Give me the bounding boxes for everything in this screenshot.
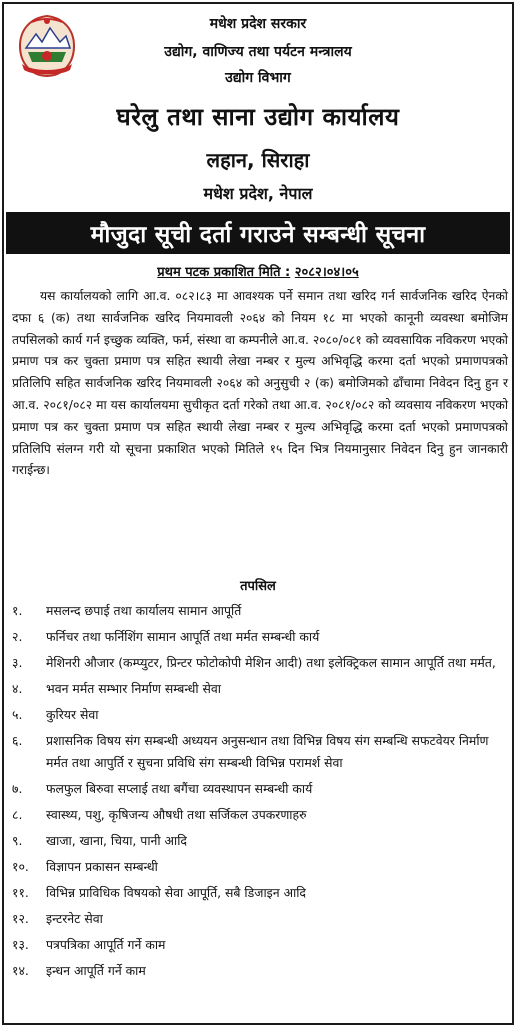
- ministry-name: उद्योग, वाणिज्य तथा पर्यटन मन्त्रालय: [164, 44, 352, 60]
- list-item: [12, 678, 508, 700]
- list-item: [12, 934, 508, 956]
- item-text: भवन मर्मत सम्भार निर्माण सम्बन्धी सेवा: [46, 681, 222, 696]
- item-number: १०.: [12, 859, 29, 874]
- department-name: उद्योग विभाग: [225, 70, 291, 86]
- list-item: [12, 804, 508, 826]
- item-number: १२.: [12, 911, 29, 926]
- province-name: मधेश प्रदेश, नेपाल: [203, 184, 313, 203]
- notice-page: [2, 2, 514, 1025]
- item-text: स्वास्थ्य, पशु, कृषिजन्य औषधी तथा सर्जिकल उपकरणाहरु: [46, 807, 307, 822]
- list-item: [12, 730, 508, 774]
- government-name: मधेश प्रदेश सरकार: [209, 16, 307, 32]
- list-item: [12, 882, 508, 904]
- item-text: विभिन्न प्राविधिक विषयको सेवा आपूर्ति, सबै डिजाइन आदि: [46, 885, 307, 900]
- list-item: [12, 908, 508, 930]
- list-item: [12, 856, 508, 878]
- item-number: ६.: [12, 733, 23, 748]
- item-text: कुरियर सेवा: [46, 707, 99, 722]
- item-number: ५.: [12, 707, 23, 722]
- item-text: फर्निचर तथा फर्निशिंग सामान आपूर्ति तथा मर्मत सम्बन्धी कार्य: [46, 629, 320, 644]
- office-location: लहान, सिराहा: [206, 148, 310, 172]
- item-text: प्रशासनिक विषय संग सम्बन्धी अध्ययन अनुसन्धान तथा विभिन्न विषय संग सम्बन्धि सफटवेयर निर्माण मर्मत तथा आपुर्ति र सुचना प्रविधि संग सम्बन्धी विभिन्न परामर्श सेवा: [46, 733, 489, 770]
- item-number: १४.: [12, 963, 29, 978]
- list-item: [12, 600, 508, 622]
- item-text: इन्टरनेट सेवा: [46, 911, 103, 926]
- item-number: ४.: [12, 681, 23, 696]
- item-text: विज्ञापन प्रकासन सम्बन्धी: [46, 859, 158, 874]
- item-number: ८.: [12, 807, 23, 822]
- list-item: [12, 830, 508, 852]
- item-text: इन्धन आपूर्ति गर्ने काम: [46, 963, 146, 978]
- item-number: ९.: [12, 833, 23, 848]
- publish-date-label: प्रथम पटक प्रकाशित मिति :: [157, 265, 291, 280]
- schedule-list: [12, 600, 508, 986]
- list-item: [12, 626, 508, 648]
- list-item: [12, 960, 508, 982]
- item-number: २.: [12, 629, 23, 644]
- item-number: ३.: [12, 655, 23, 670]
- schedule-heading: तपसिल: [240, 579, 276, 594]
- item-text: मेशिनरी औजार (कम्प्युटर, प्रिन्टर फोटोकोपी मेशिन आदी) तथा इलेक्ट्रिकल सामान आपूर्ति तथा मर्मत,: [46, 655, 496, 670]
- publish-date-line: [4, 262, 512, 280]
- office-name: घरेलु तथा साना उद्योग कार्यालय: [116, 103, 400, 131]
- item-text: मसलन्द छपाई तथा कार्यालय सामान आपूर्ति: [46, 603, 242, 618]
- item-number: ११.: [12, 885, 29, 900]
- item-text: फलफुल बिरुवा सप्लाई तथा बगैंचा व्यवस्थापन सम्बन्धी कार्य: [46, 781, 313, 796]
- item-text: पत्रपत्रिका आपूर्ति गर्ने काम: [46, 937, 166, 952]
- publish-date-value: २०८२।०४।०५: [294, 265, 359, 280]
- list-item: [12, 778, 508, 800]
- item-text: खाजा, खाना, चिया, पानी आदि: [46, 833, 188, 848]
- list-item: [12, 704, 508, 726]
- item-number: ७.: [12, 781, 23, 796]
- notice-title: मौजुदा सूची दर्ता गराउने सम्बन्धी सूचना: [6, 212, 510, 254]
- list-item: [12, 652, 508, 674]
- notice-body: यस कार्यालयको लागि आ.व. ०८२।८३ मा आवश्यक पर्ने समान तथा खरिद गर्न सार्वजनिक खरिद ऐनको दफा ६ (क) तथा सार्वजनिक खरिद नियमावली २०६४ को नियम १८ मा भएको कानूनी व्यवस्था बमोजिम तपसिलको कार्य गर्न इच्छुक व्यक्ति, फर्म, संस्था वा कम्पनीले आ.व. २०८०/०८१ को व्यवसायिक नविकरण भएको प्रमाण पत्र कर चुक्ता प्रमाण पत्र सहित स्थायी लेखा नम्बर र मुल्य अभिवृद्धि करमा दर्ता भएको प्रमाणपत्रको प्रतिलिपि सहित सार्वजनिक खरिद नियमावली २०६४ को अनुसुची २ (क) बमोजिमको ढाँचामा निवेदन दिनु हुन र आ.व. २०८१/०८२ मा यस कार्यालयमा सुचीकृत दर्ता गरेको तथा आ.व. २०८१/०८२ को व्यवसाय नविकरण भएको प्रमाण पत्र कर चुक्ता प्रमाण पत्र सहित स्थायी लेखा नम्बर र मुल्य अभिवृद्धि करमा दर्ता भएको प्रमाणपत्रको प्रतिलिपि संलग्न गरी यो सूचना प्रकाशित भएको मितिले १५ दिन भित्र नियमानुसार निवेदन दिनु हुन जानकारी गराईन्छ।: [12, 289, 508, 478]
- item-number: १३.: [12, 937, 29, 952]
- item-number: १.: [12, 603, 23, 618]
